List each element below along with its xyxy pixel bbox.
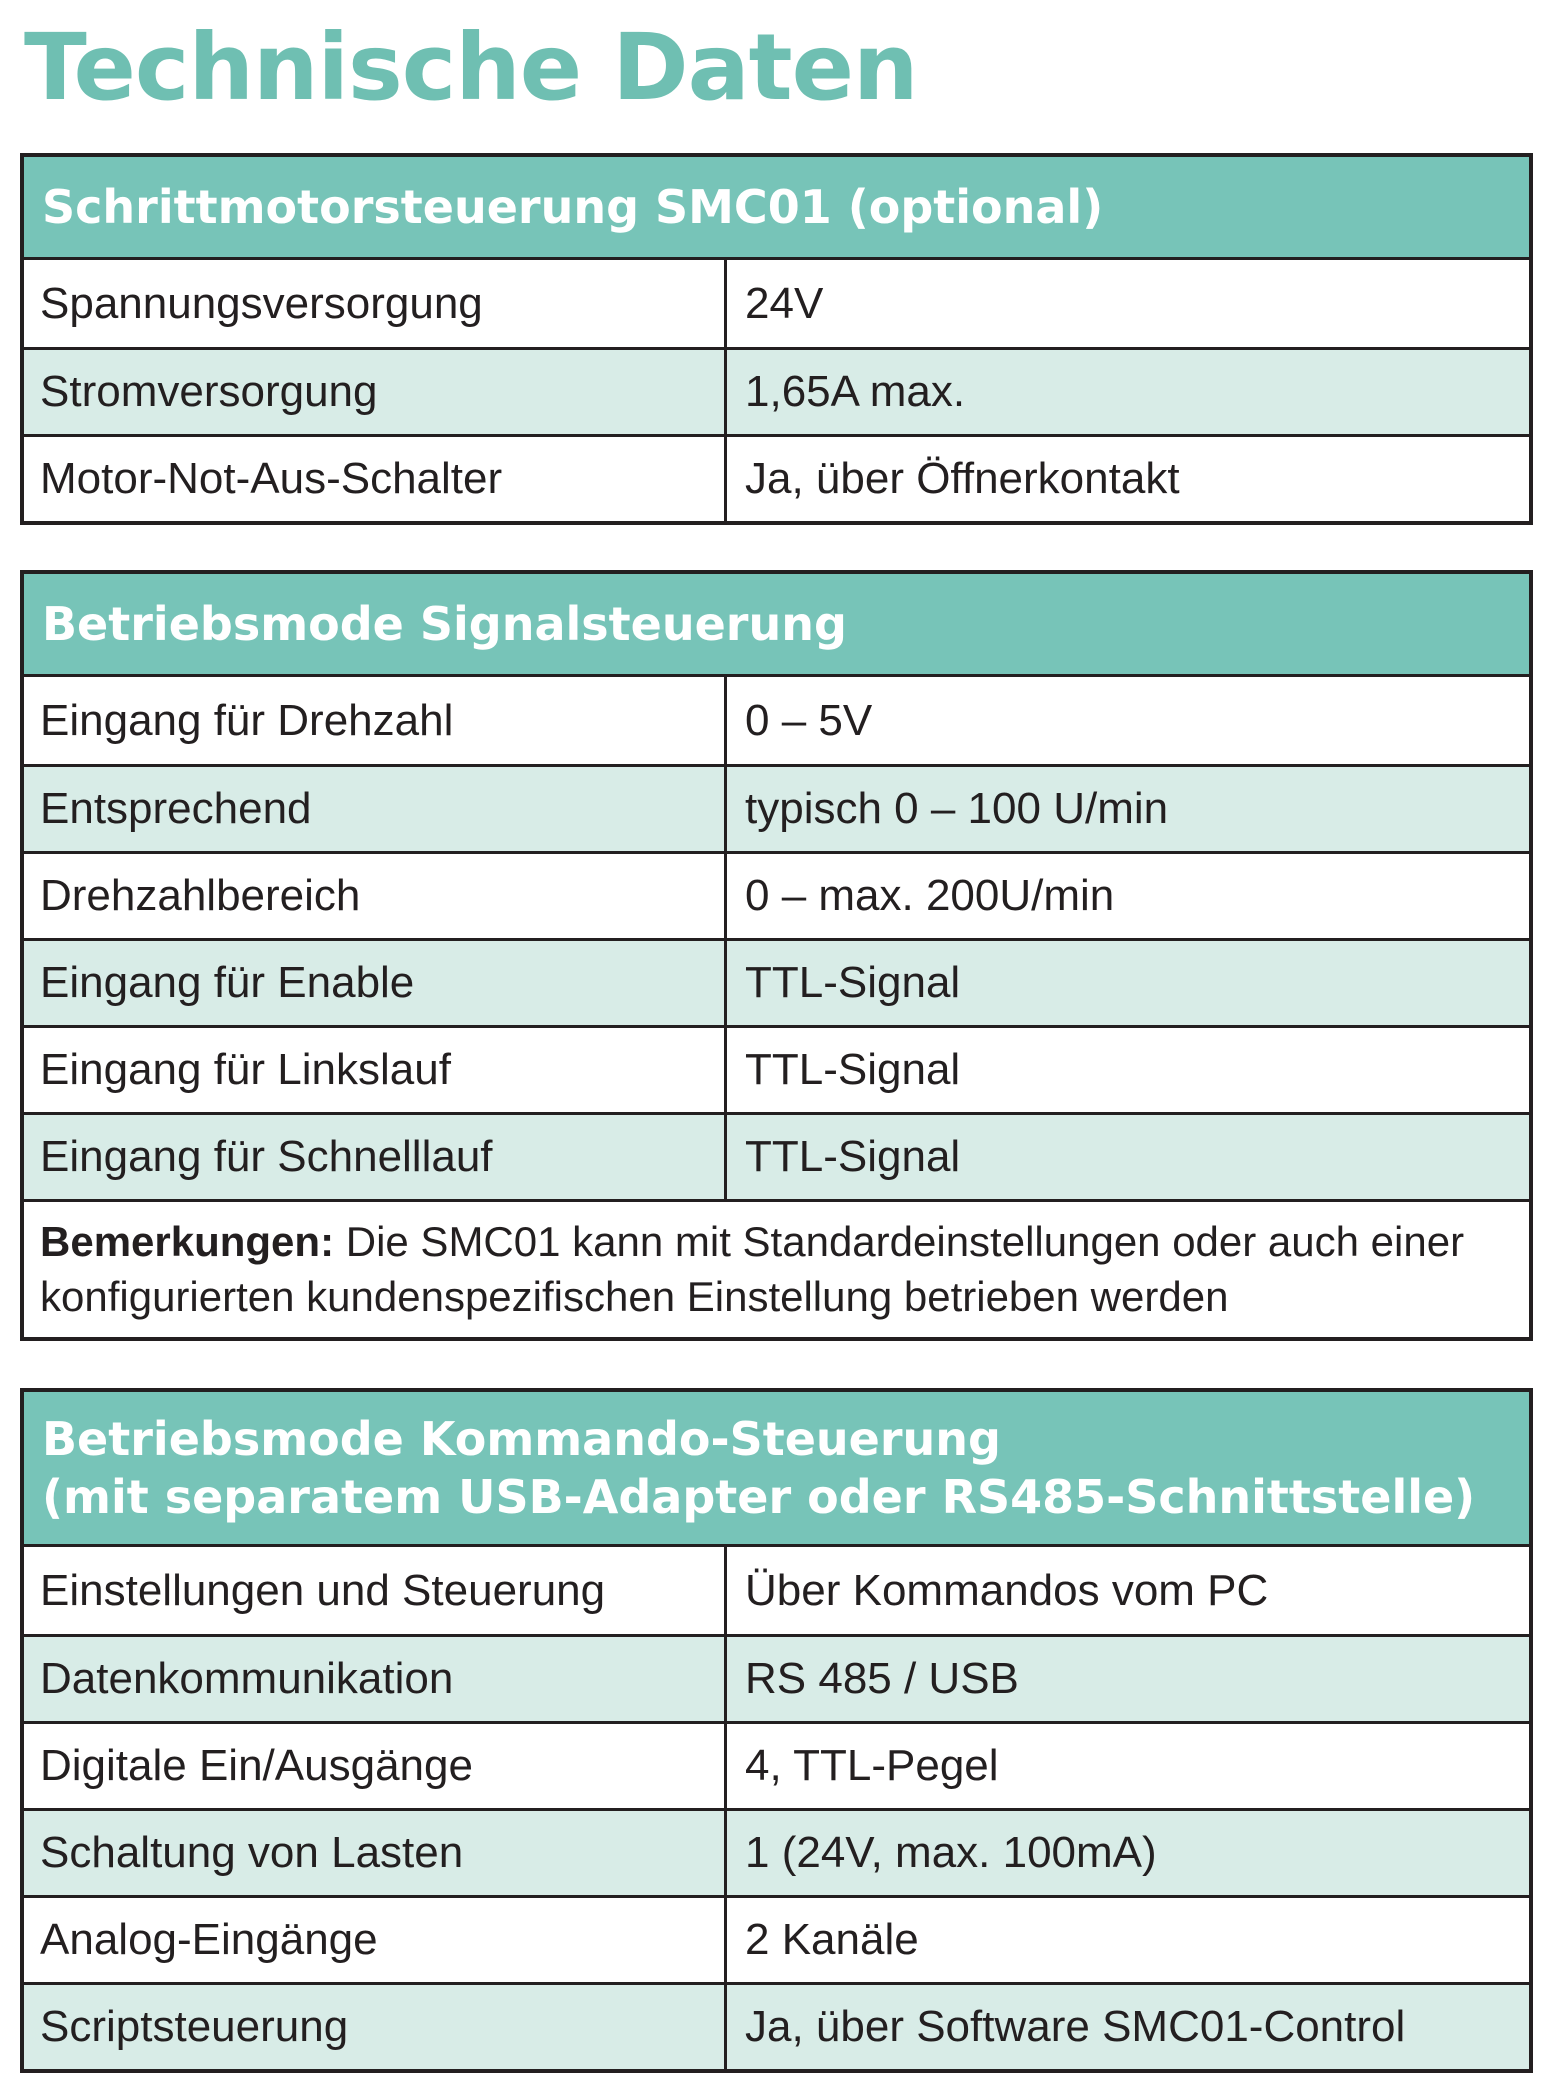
remarks-text: Die SMC01 kann mit Standardeinstellungen oder auch einer konfigurierten kundenspezifischen Einstellung betrieben werden xyxy=(40,1218,1465,1320)
row-label: Eingang für Schnelllauf xyxy=(24,1115,727,1199)
table-row xyxy=(24,1982,1529,2069)
table-row xyxy=(24,1547,1529,1634)
row-label: Analog-Eingänge xyxy=(24,1898,727,1982)
spec-table-smc01 xyxy=(20,153,1533,525)
table-row xyxy=(24,1808,1529,1895)
row-value: TTL-Signal xyxy=(745,958,961,1007)
spec-table-signalsteuerung xyxy=(20,570,1533,1341)
row-value: 4, TTL-Pegel xyxy=(745,1741,999,1790)
row-value: Über Kommandos vom PC xyxy=(745,1565,1269,1615)
row-value: 24V xyxy=(745,278,824,328)
table-row xyxy=(24,1895,1529,1982)
remarks-label: Bemerkungen: xyxy=(40,1218,335,1265)
section-header xyxy=(24,574,1529,677)
row-label: Einstellungen und Steuerung xyxy=(24,1547,727,1634)
section-header-subtext: (mit separatem USB-Adapter oder RS485-Schnittstelle) xyxy=(42,1470,1476,1524)
row-label: Eingang für Enable xyxy=(24,941,727,1025)
table-row xyxy=(24,260,1529,347)
row-value: 1 (24V, max. 100mA) xyxy=(745,1828,1157,1877)
row-value: Ja, über Software SMC01-Control xyxy=(745,2002,1406,2051)
section-header-text: Betriebsmode Kommando-Steuerung xyxy=(42,1412,1001,1466)
row-label: Stromversorgung xyxy=(24,350,727,434)
row-value: TTL-Signal xyxy=(745,1132,961,1181)
table-row xyxy=(24,1634,1529,1721)
row-value: TTL-Signal xyxy=(745,1045,961,1094)
row-label: Datenkommunikation xyxy=(24,1637,727,1721)
remarks xyxy=(24,1199,1529,1337)
row-value: Ja, über Öffnerkontakt xyxy=(745,454,1180,503)
table-row xyxy=(24,1025,1529,1112)
row-value: 0 – max. 200U/min xyxy=(745,871,1115,920)
row-label: Drehzahlbereich xyxy=(24,854,727,938)
row-label: Schaltung von Lasten xyxy=(24,1811,727,1895)
row-label: Spannungsversorgung xyxy=(24,260,727,347)
table-row xyxy=(24,347,1529,434)
table-row xyxy=(24,764,1529,851)
table-row xyxy=(24,1112,1529,1199)
table-row xyxy=(24,851,1529,938)
section-header xyxy=(24,157,1529,260)
table-row xyxy=(24,434,1529,521)
section-header-text: Betriebsmode Signalsteuerung xyxy=(42,597,847,651)
page-title: Technische Daten xyxy=(24,14,918,121)
row-label: Eingang für Linkslauf xyxy=(24,1028,727,1112)
row-label: Digitale Ein/Ausgänge xyxy=(24,1724,727,1808)
row-label: Eingang für Drehzahl xyxy=(24,677,727,764)
table-row xyxy=(24,677,1529,764)
section-header-text: Schrittmotorsteuerung SMC01 (optional) xyxy=(42,180,1104,234)
row-value: 0 – 5V xyxy=(745,695,873,745)
spec-table-kommando-steuerung xyxy=(20,1388,1533,2073)
row-value: RS 485 / USB xyxy=(745,1654,1019,1703)
table-row xyxy=(24,938,1529,1025)
row-label: Entsprechend xyxy=(24,767,727,851)
row-value: 2 Kanäle xyxy=(745,1915,919,1964)
row-label: Scriptsteuerung xyxy=(24,1985,727,2069)
section-header xyxy=(24,1392,1529,1547)
table-row xyxy=(24,1721,1529,1808)
row-value: typisch 0 – 100 U/min xyxy=(745,784,1169,833)
row-label: Motor-Not-Aus-Schalter xyxy=(24,437,727,521)
row-value: 1,65A max. xyxy=(745,367,966,416)
